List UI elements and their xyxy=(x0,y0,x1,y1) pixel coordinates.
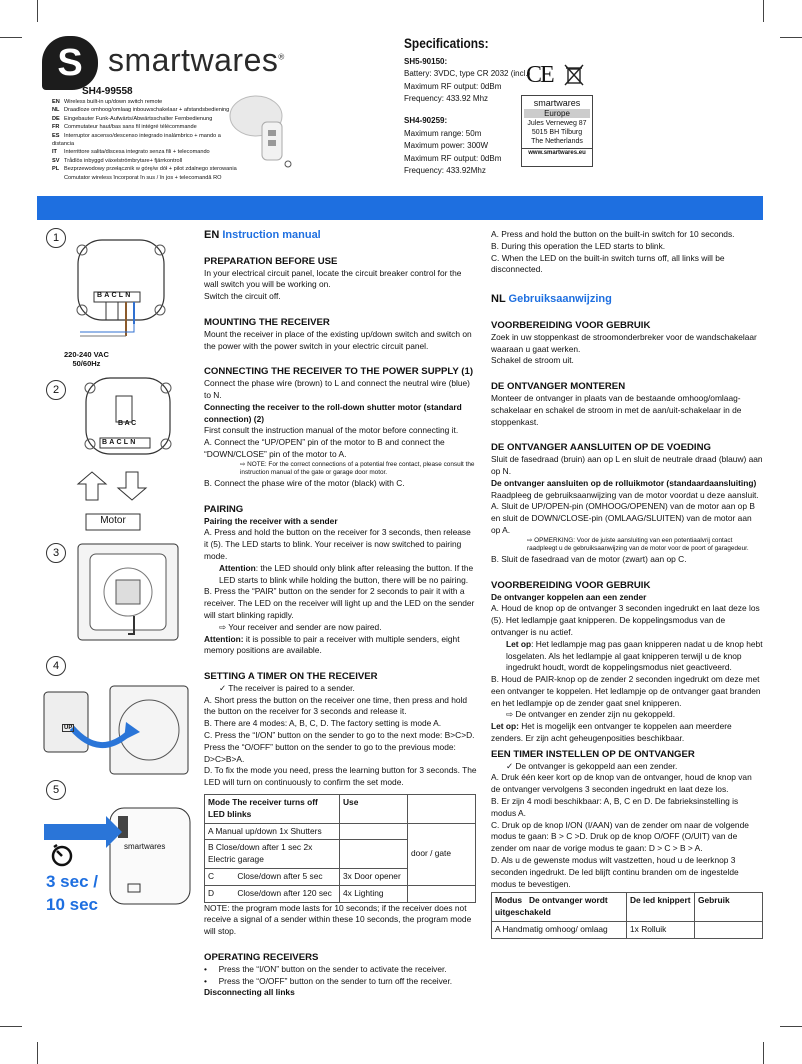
table-header-cell: De led knippert xyxy=(627,893,695,922)
en-conn-heading: CONNECTING THE RECEIVER TO THE POWER SUPPLY (1) xyxy=(204,366,474,378)
en-prep-text: Switch the circuit off. xyxy=(204,291,281,302)
table-cell: door / gate xyxy=(408,823,476,885)
language-row xyxy=(52,106,242,114)
address-city: 5015 BH Tilburg xyxy=(531,129,583,136)
terminal-label: C xyxy=(116,439,124,446)
press-duration xyxy=(46,870,98,916)
en-attention-text: : the LED should only blink after releasing the button. If the LED starts to blink while holding the button, there will be no pairing. xyxy=(219,562,474,585)
brand-name-text: smartwares xyxy=(108,42,279,78)
nl-pair-subheading: De ontvanger koppelen aan een zender xyxy=(491,591,647,602)
table-cell xyxy=(627,922,695,939)
table-cell-text: A xyxy=(208,825,214,836)
language-text: Eingebauter Funk-Aufwärts/Abwärtsschalter Fernbedienung xyxy=(64,115,213,122)
nl-conn-heading: DE ONTVANGER AANSLUITEN OP DE VOEDING xyxy=(491,442,711,454)
en-timer-precondition: ✓ The receiver is paired to a sender. xyxy=(219,682,355,693)
table-cell xyxy=(695,922,763,939)
step-number-2: 2 xyxy=(46,380,66,400)
nl-mount-text: Monteer de ontvanger in plaats van de bestaande omhoog/omlaag-schakelaar en schakel de stroom in met de aan/uit-schakelaar in de stoppenkast. xyxy=(491,392,742,427)
language-row xyxy=(52,123,242,131)
table-row xyxy=(205,823,476,840)
spec-title: Specifications: xyxy=(404,35,489,51)
table-header-cell: Gebruik xyxy=(695,893,763,922)
table-header-text: Modus xyxy=(495,895,522,906)
ce-mark: CE xyxy=(526,62,553,88)
en-op-heading: OPERATING RECEIVERS xyxy=(204,952,319,964)
nl-heading xyxy=(491,294,763,306)
terminal-label: N xyxy=(125,292,133,299)
en-pair-subheading: Pairing the receiver with a sender xyxy=(204,515,338,526)
table-cell-text: 1x xyxy=(279,825,289,836)
en-disconnect-step: A. Press and hold the button on the built-in switch for 10 seconds. xyxy=(491,229,735,239)
en-attention-label: Attention xyxy=(219,562,256,573)
en-title: Instruction manual xyxy=(222,229,321,241)
table-row xyxy=(205,885,476,902)
nl-lang-code: NL xyxy=(491,293,506,306)
nl-pair-heading: VOORBEREIDING VOOR GEBRUIK xyxy=(491,579,651,591)
press-duration-b: 10 sec xyxy=(46,895,98,914)
right-column xyxy=(491,229,763,939)
terminal-label: N xyxy=(130,439,138,446)
table-header-cell xyxy=(408,795,476,824)
en-pair-step: B. Press the “PAIR” button on the sender for 2 seconds to pair it with a receiver. The LED on the receiver will light up and the LED on the sender will start blinking rapidly. xyxy=(204,586,475,620)
terminal-label: C xyxy=(111,292,119,299)
terminal-strip-lower xyxy=(102,439,138,446)
en-attention2-label: Attention: xyxy=(204,633,244,644)
table-cell xyxy=(408,885,476,902)
terminal-strip-upper xyxy=(118,420,138,427)
en-timer-step: D. To fix the mode you need, press the learning button for 3 seconds. The LED will turn on continuously to confirm the set mode. xyxy=(204,765,477,788)
nl-attention-text: : Het ledlampje mag pas gaan knipperen nadat u de knop hebt losgelaten. Als het ledlampje al gaat knipperen terwijl u de knop ingedrukt houdt, wordt de koppelingsmodus niet geactiveerd. xyxy=(506,638,763,673)
spec-model1-line: Maximum RF output: 0dBm xyxy=(404,81,502,91)
device-brand: smartwares xyxy=(124,842,166,851)
en-op-item: • Press the “O/OFF” button on the sender to turn off the receiver. xyxy=(204,975,453,986)
spec-model2: SH4-90259: xyxy=(404,115,448,125)
table-cell-text: Close/down after 5 sec xyxy=(237,871,323,882)
address-url: www.smartwares.eu xyxy=(522,148,592,158)
crop-mark xyxy=(37,1042,38,1064)
brand-logo-letter: S xyxy=(57,41,83,84)
table-cell xyxy=(340,869,408,886)
crop-mark xyxy=(0,1026,22,1027)
spec-model2-line: Frequency: 433.92Mhz xyxy=(404,166,486,176)
nl-mode-table xyxy=(491,892,763,938)
nl-pair-step: B. Houd de PAIR-knop op de zender 2 seconden ingedrukt om deze met een ontvanger te koppelen. Het ledlampje op de ontvanger gaat branden en het ledlampje op de zender gaat snel knipperen. xyxy=(491,674,761,708)
nl-pair-attention2 xyxy=(491,721,763,745)
brand-name xyxy=(108,42,285,79)
nl-title: Gebruiksaanwijzing xyxy=(508,293,612,306)
address-street: Jules Verneweg 87 xyxy=(527,120,587,127)
table-cell-text: 4x xyxy=(343,887,352,898)
en-op-text: Press the “I/ON” button on the sender to activate the receiver. xyxy=(218,963,447,974)
table-header-text: Mode xyxy=(208,797,230,808)
language-code: EN xyxy=(52,99,60,105)
terminal-label: A xyxy=(124,420,132,427)
terminal-label: L xyxy=(118,292,126,299)
en-conn-text: First consult the instruction manual of the motor before connecting it. xyxy=(204,425,459,436)
nl-prep-text: Schakel de stroom uit. xyxy=(491,355,574,366)
language-text: Interrittore salita/discesa integrato senza fili + telecomando xyxy=(64,149,210,156)
en-mode-table xyxy=(204,794,476,903)
en-conn-subheading: Connecting the receiver to the roll-down shutter motor (standard connection) (2) xyxy=(204,401,462,424)
mounting-illustration xyxy=(74,540,184,644)
en-conn-step: A. Connect the “UP/OPEN” pin of the motor to B and connect the “DOWN/CLOSE” pin of the motor to A. xyxy=(204,437,445,459)
language-code: ES xyxy=(52,132,60,139)
crop-mark xyxy=(0,37,22,38)
language-row xyxy=(52,132,242,149)
crop-mark xyxy=(780,37,802,38)
en-conn-text: Connect the phase wire (brown) to L and connect the neutral wire (blue) to N. xyxy=(204,378,470,400)
en-conn-step: B. Connect the phase wire of the motor (black) with C. xyxy=(204,477,405,488)
nl-pair-step: A. Houd de knop op de ontvanger 3 seconden ingedrukt en laat deze los (5). Het ledlampje gaat knipperen. De koppelingsmodus van de ontvanger is nu actief. xyxy=(491,603,760,637)
en-mount-heading: MOUNTING THE RECEIVER xyxy=(204,316,330,328)
language-code: PL xyxy=(52,166,60,173)
nl-conn-subheading: De ontvanger aansluiten op de rolluikmotor (standaardaansluiting) xyxy=(491,477,757,488)
table-cell-text: 1x xyxy=(630,924,639,935)
table-cell xyxy=(205,869,340,886)
table-header-row xyxy=(492,893,763,922)
step-number-4: 4 xyxy=(46,656,66,676)
terminal-label: C xyxy=(131,420,138,427)
nl-timer-step: D. Als u de gewenste modus wilt vastzetten, houd u de leerknop 3 seconden ingedrukt. De led blijft continu branden om de ingestelde modus te bevestigen. xyxy=(491,855,739,889)
nl-prep-text: Zoek in uw stoppenkast de stroomonderbreker voor de wandschakelaar waaraan u gaat werken. xyxy=(491,331,757,354)
nl-timer-step: C. Druk op de knop I/ON (I/AAN) van de zender om naar de volgende modus te gaan: B > C >D. Druk op de knop O/OFF (O/UIT) van de zender om naar de vorige modus te gaan: D > C > B > A. xyxy=(491,819,749,854)
terminal-label: B xyxy=(97,292,105,299)
nl-prep-heading: VOORBEREIDING VOOR GEBRUIK xyxy=(491,319,651,331)
terminal-label: A xyxy=(104,292,112,299)
table-header-text: The receiver turns off LED blinks xyxy=(208,797,318,819)
spec-model1: SH5-90150: xyxy=(404,56,448,66)
nl-attention-label: Let op xyxy=(506,638,532,649)
en-conn-note: ⇨ NOTE: For the correct connections of a potential free contact, please consult the instruction manual of the gate or garage door motor. xyxy=(240,460,475,477)
frequency-text: 50/60Hz xyxy=(72,359,101,368)
table-cell-text: Handmatig omhoog/ omlaag xyxy=(502,924,608,935)
table-cell-text: B xyxy=(208,842,214,853)
product-sku: SH4-99558 xyxy=(82,86,133,97)
language-text: Bezprzewodowy przełącznik w górę/w dół + pilot zdalnego sterowania xyxy=(64,166,237,173)
language-code: DE xyxy=(52,115,60,122)
en-disconnect-step: B. During this operation the LED starts to blink. xyxy=(491,240,666,251)
table-header-cell: Use xyxy=(340,795,408,824)
table-cell-text: Close/down after 1 sec xyxy=(215,842,302,853)
en-disconnect-step: C. When the LED on the built-in switch turns off, all links will be disconnected. xyxy=(491,252,725,275)
en-pair-attention xyxy=(204,563,477,587)
en-heading xyxy=(204,230,477,242)
en-timer-heading: SETTING A TIMER ON THE RECEIVER xyxy=(204,671,378,683)
language-code: IT xyxy=(52,149,57,156)
voltage-text: 220-240 VAC xyxy=(64,350,109,359)
table-cell xyxy=(205,885,340,902)
table-cell-text: Lighting xyxy=(354,887,384,898)
spec-model1-line: Battery: 3VDC, type CR 2032 (incl.) xyxy=(404,69,531,79)
table-cell-text: Electric garage xyxy=(208,854,264,865)
terminal-label: A xyxy=(109,439,117,446)
language-code: NL xyxy=(52,107,60,114)
language-row xyxy=(52,98,242,106)
step-number-5: 5 xyxy=(46,780,66,800)
nl-pair-attention xyxy=(491,639,763,674)
crop-mark xyxy=(763,0,764,22)
en-mount-text: Mount the receiver in place of the existing up/down switch and switch on the power with the power switch in your electric circuit panel. xyxy=(204,328,472,351)
en-pair-attention2 xyxy=(204,634,477,658)
up-label: UP xyxy=(64,725,73,731)
table-cell-text: Door opener xyxy=(354,871,401,882)
language-text: Wireless built-in up/down switch remote xyxy=(64,99,163,105)
table-cell xyxy=(340,823,408,840)
table-cell-text: 3x xyxy=(343,871,352,882)
step-number-1: 1 xyxy=(46,228,66,248)
cover-illustration xyxy=(42,682,192,782)
language-text: Trådlös inbyggd växelströmbrytare+ fjärrkontroll xyxy=(64,157,183,164)
en-timer-step: B. There are 4 modes: A, B, C, D. The factory setting is mode A. xyxy=(204,718,442,729)
press-duration-a: 3 sec / xyxy=(46,872,98,891)
timer-icon xyxy=(50,843,74,867)
crop-mark xyxy=(763,1042,764,1064)
language-list xyxy=(52,98,242,182)
crop-mark xyxy=(37,0,38,22)
language-row xyxy=(52,148,242,156)
header-banner xyxy=(37,196,763,220)
nl-timer-step: A. Druk één keer kort op de knop van de ontvanger, houd de knop van de ontvanger vervolgens 3 seconden ingedrukt en laat deze los. xyxy=(491,772,752,795)
en-pair-heading: PAIRING xyxy=(204,503,244,515)
en-timer-note: NOTE: the program mode lasts for 10 seconds; if the receiver does not receive a signal of a sender within these 10 seconds, the program mode will stop. xyxy=(204,902,472,937)
en-pair-done: ⇨ Your receiver and sender are now paired. xyxy=(219,621,382,632)
language-row xyxy=(52,115,242,123)
en-attention2-text: it is possible to pair a receiver with multiple senders, eight memory positions are available. xyxy=(204,633,460,656)
en-prep-heading: PREPARATION BEFORE USE xyxy=(204,255,338,267)
table-cell-text: C xyxy=(208,871,215,882)
terminal-label: B xyxy=(118,420,125,427)
nl-attention2-label: Let op: xyxy=(491,721,519,732)
language-text: Commutateur haut/bas sans fil intégré télécommande xyxy=(64,124,197,131)
terminal-label: B xyxy=(102,439,110,446)
address-box xyxy=(521,95,593,167)
table-header-text: De ontvanger wordt uitgeschakeld xyxy=(495,895,608,918)
nl-timer-step: B. Er zijn 4 modi beschikbaar: A, B, C en D. De fabrieksinstelling is modus A. xyxy=(491,796,739,818)
terminal-strip xyxy=(95,292,141,301)
language-text: Interruptor ascenso/descenso integrado inalámbrico + mando a distancia xyxy=(52,132,221,148)
address-country: The Netherlands xyxy=(531,138,583,145)
table-cell xyxy=(205,840,340,869)
language-text: Comutator wireless încorporat în sus / în jos + telecomandă RO xyxy=(64,174,222,181)
table-header-cell xyxy=(492,893,627,922)
spec-model1-line: Frequency: 433.92 Mhz xyxy=(404,94,489,104)
table-header-cell xyxy=(205,795,340,824)
en-timer-step: A. Short press the button on the receiver one time, then press and hold the button on the receiver for 3 seconds and release it. xyxy=(204,694,468,717)
nl-conn-text: Raadpleeg de gebruiksaanwijzing van de motor voordat u deze aansluit. xyxy=(491,489,759,500)
table-cell-text: Close/down after 120 sec xyxy=(237,887,332,898)
nl-conn-step: B. Sluit de fasedraad van de motor (zwart) aan op C. xyxy=(491,553,687,564)
language-row xyxy=(52,157,242,165)
nl-conn-text: Sluit de fasedraad (bruin) aan op L en sluit de neutrale draad (blauw) aan op N. xyxy=(491,454,763,476)
nl-timer-heading: EEN TIMER INSTELLEN OP DE ONTVANGER xyxy=(491,748,695,760)
en-op-item: • Press the “I/ON” button on the sender to activate the receiver. xyxy=(204,963,447,974)
en-pair-step: A. Press and hold the button on the receiver for 3 seconds, then release it (5). The LED starts to blink. Your receiver is now switched to pairing mode. xyxy=(204,527,471,561)
nl-mount-heading: DE ONTVANGER MONTEREN xyxy=(491,381,626,393)
table-cell xyxy=(340,885,408,902)
language-code: FR xyxy=(52,124,60,131)
terminal-label: L xyxy=(123,439,131,446)
motor-label: Motor xyxy=(100,515,126,526)
nl-timer-precondition: ✓ De ontvanger is gekoppeld aan een zender. xyxy=(506,760,678,771)
wiring-diagram-motor xyxy=(72,376,182,536)
en-op-text: Press the “O/OFF” button on the sender to turn off the receiver. xyxy=(218,975,453,986)
nl-conn-note: ⇨ OPMERKING: Voor de juiste aansluiting van een potentiaalvrij contact raadpleegt u de gebruiksaanwijzing van de motor voor de poort of garagedeur. xyxy=(527,536,749,553)
en-prep-text: In your electrical circuit panel, locate the circuit breaker control for the wall switch you will be working on. xyxy=(204,267,462,290)
table-cell-text: 2x xyxy=(303,842,313,853)
table-cell xyxy=(340,840,408,869)
step-number-3: 3 xyxy=(46,543,66,563)
table-cell-text: Shutters xyxy=(290,825,322,836)
en-op-subheading: Disconnecting all links xyxy=(204,987,295,998)
table-row xyxy=(492,922,763,939)
language-row xyxy=(52,165,242,173)
voltage-label xyxy=(64,350,109,368)
nl-pair-done: ⇨ De ontvanger en zender zijn nu gekoppeld. xyxy=(506,709,676,720)
table-cell xyxy=(492,922,627,939)
table-cell-text: Rolluik xyxy=(641,924,667,935)
table-cell-text: Manual up/down xyxy=(215,825,277,836)
english-section xyxy=(204,230,477,999)
product-image xyxy=(222,90,302,170)
nl-attention2-text: Het is mogelijk een ontvanger te koppelen aan meerdere zenders. Er zijn acht geheugenposities beschikbaar. xyxy=(491,721,732,744)
crop-mark xyxy=(780,1026,802,1027)
brand-logo xyxy=(42,36,98,90)
table-cell-text: A xyxy=(495,924,501,935)
en-timer-step: C. Press the “I/ON” button on the sender to go to the next mode: B>C>D. Press the “O/OFF” button on the sender to go to the previous mode: D>C>B>A. xyxy=(204,730,475,764)
address-region: Europe xyxy=(524,109,590,118)
language-code: SV xyxy=(52,157,60,164)
spec-model2-line: Maximum power: 300W xyxy=(404,141,489,151)
spec-model2-line: Maximum range: 50m xyxy=(404,128,482,138)
en-lang-code: EN xyxy=(204,229,220,241)
table-cell-text: D xyxy=(208,887,215,898)
nl-conn-step: A. Sluit de UP/OPEN-pin (OMHOOG/OPENEN) van de motor aan op B en sluit de DOWN/CLOSE-pin (OMLAAG/SLUITEN) van de motor aan op A. xyxy=(491,501,755,535)
language-row xyxy=(52,174,242,182)
address-brand: smartwares xyxy=(533,98,581,108)
language-text: Draadloze omhoog/omlaag inbouwschakelaar + afstandsbediening xyxy=(64,107,230,114)
spec-model2-line: Maximum RF output: 0dBm xyxy=(404,153,502,163)
weee-bin-icon xyxy=(564,64,584,86)
table-header-row xyxy=(205,795,476,824)
brand-reg: ® xyxy=(278,52,285,62)
table-cell xyxy=(205,823,340,840)
